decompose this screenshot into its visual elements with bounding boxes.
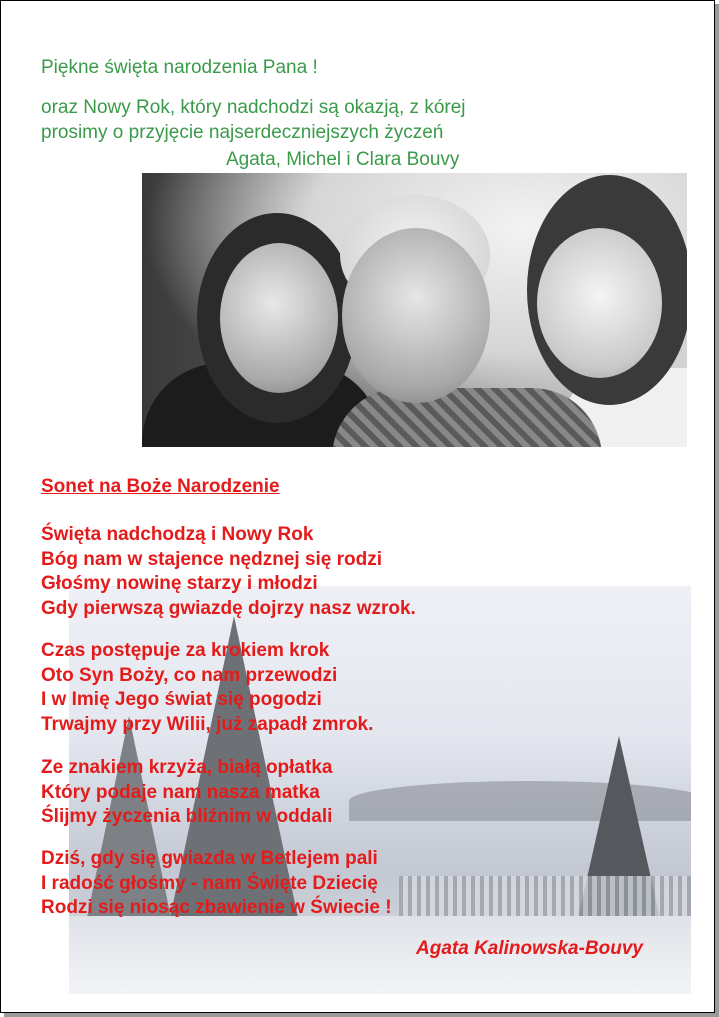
poem-line: Głośmy nowinę starzy i młodzi — [41, 573, 318, 594]
poem-stanza-4 — [41, 847, 392, 921]
greeting-line-3: prosimy o przyjęcie najserdeczniejszych życzeń — [41, 122, 444, 143]
poem-line: Dziś, gdy się gwiazda w Betlejem pali — [41, 848, 378, 869]
poem-line: Ze znakiem krzyża, białą opłatka — [41, 757, 333, 778]
poem-line: Bóg nam w stajence nędznej się rodzi — [41, 548, 383, 570]
poem-line: I radość głośmy - nam Święte Dziecię — [41, 872, 378, 894]
poem-stanza-2 — [41, 639, 373, 737]
greeting-line-2: oraz Nowy Rok, który nadchodzi są okazją, z kórej — [41, 97, 466, 118]
poem-line: Święta nadchodzą i Nowy Rok — [41, 524, 314, 545]
family-photo — [142, 173, 687, 447]
poem-author: Agata Kalinowska-Bouvy — [416, 938, 643, 959]
greeting-signature: Agata, Michel i Clara Bouvy — [226, 149, 460, 170]
poem-line: Czas postępuje za krokiem krok — [41, 640, 330, 661]
poem-line: Trwajmy przy Wilii, już zapadł zmrok. — [41, 713, 374, 735]
poem-line: Który podaje nam nasza matka — [41, 781, 320, 803]
poem-line: Gdy pierwszą gwiazdę dojrzy nasz wzrok. — [41, 597, 416, 619]
poem-line: Ślijmy życzenia bliźnim w oddali — [41, 806, 333, 827]
poem-stanza-1 — [41, 523, 416, 621]
greeting-line-1: Piękne święta narodzenia Pana ! — [41, 57, 318, 78]
poem-line: Oto Syn Boży, co nam przewodzi — [41, 664, 338, 686]
poem-line: Rodzi się niosąc zbawienie w Świecie ! — [41, 897, 392, 918]
poem-stanza-3 — [41, 756, 332, 830]
poem-line: I w Imię Jego świat się pogodzi — [41, 689, 322, 710]
poem-title: Sonet na Boże Narodzenie — [41, 476, 280, 497]
